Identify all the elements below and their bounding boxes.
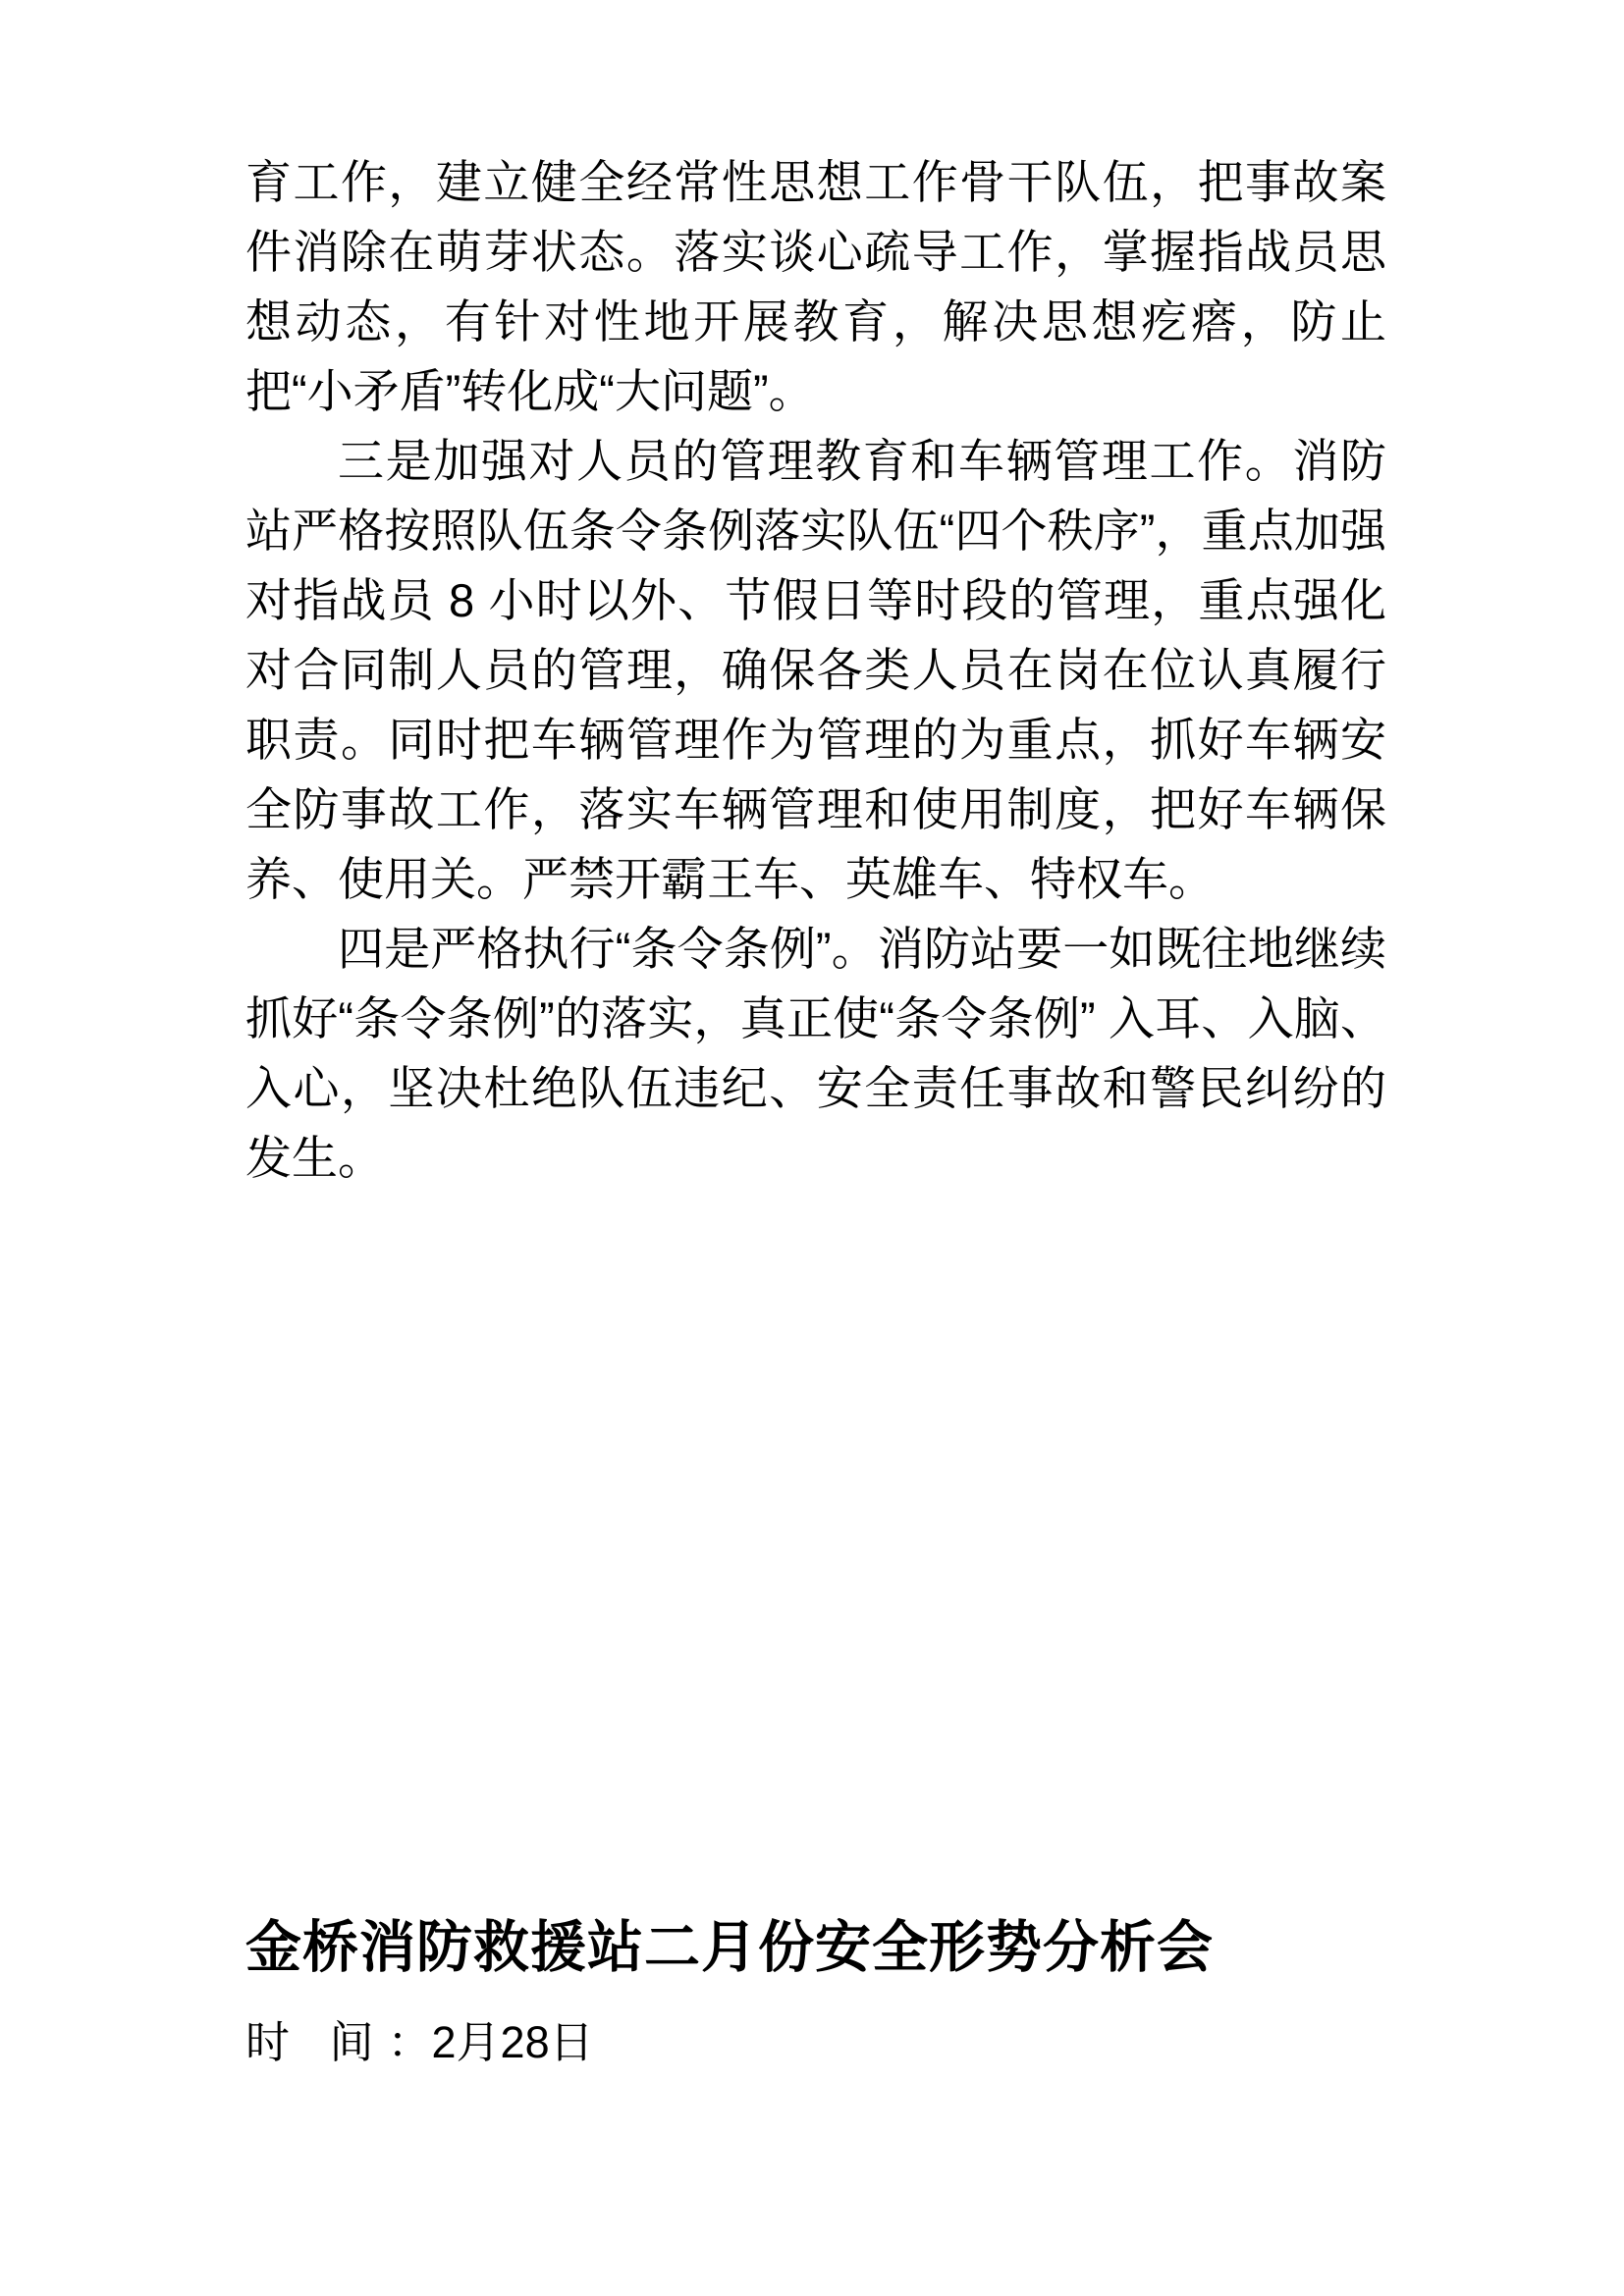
document-body	[245, 147, 1386, 1193]
body-paragraph-1: 育工作，建立健全经常性思想工作骨干队伍，把事故案件消除在萌芽状态。落实谈心疏导工作，掌握指战员思想动态，有针对性地开展教育，解决思想疙瘩，防止把“小矛盾”转化成“大问题”。	[245, 156, 1386, 417]
meeting-time-label: 时 间	[245, 2017, 388, 2067]
section-heading: 金桥消防救援站二月份安全形势分析会	[245, 1916, 1214, 1979]
meeting-time-line	[245, 2010, 594, 2075]
body-paragraph-3: 四是严格执行“条令条例”。消防站要一如既往地继续抓好“条令条例”的落实，真正使“条令条例” 入耳、入脑、入心，坚决杜绝队伍违纪、安全责任事故和警民纠纷的发生。	[245, 923, 1386, 1184]
body-paragraph-2: 三是加强对人员的管理教育和车辆管理工作。消防站严格按照队伍条令条例落实队伍“四个秩序”，重点加强对指战员 8 小时以外、节假日等时段的管理，重点强化对合同制人员的管理，确保各类人员在岗在位认真履行职责。同时把车辆管理作为管理的为重点，抓好车辆安全防事故工作，落实车辆管理和使用制度，把好车辆保养、使用关。严禁开霸王车、英雄车、特权车。	[245, 435, 1386, 905]
meeting-time-separator: ：	[387, 2017, 432, 2067]
meeting-time-value: 2月28日	[431, 2017, 594, 2067]
